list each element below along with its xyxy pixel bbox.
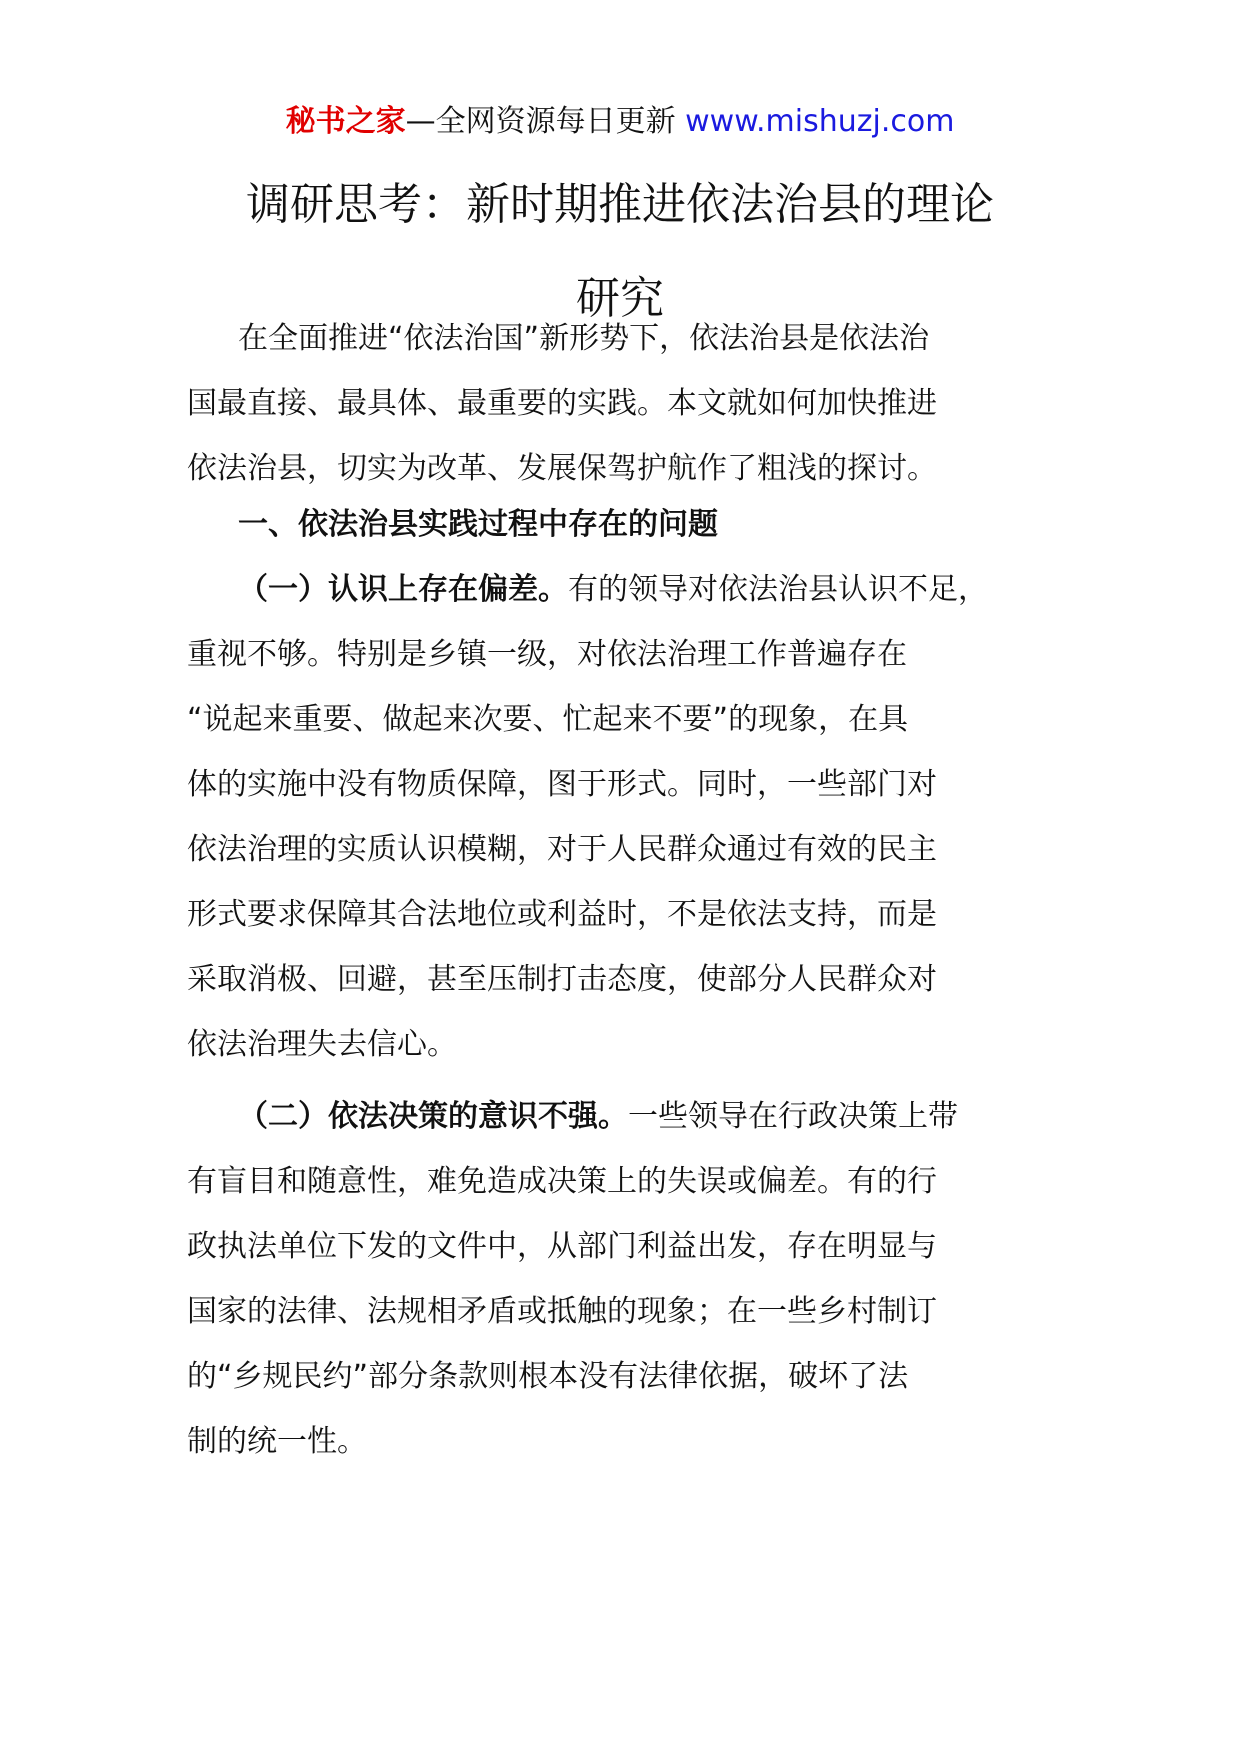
- paragraph-line: [187, 557, 1067, 622]
- point-1-paragraph: [187, 557, 1067, 1077]
- paragraph-line: 采取消极、回避，甚至压制打击态度，使部分人民群众对: [187, 962, 937, 997]
- paragraph-line: 体的实施中没有物质保障，图于形式。同时，一些部门对: [187, 767, 937, 802]
- paragraph-line: 制的统一性。: [187, 1424, 367, 1459]
- paragraph-line: 依法治理的实质认识模糊，对于人民群众通过有效的民主: [187, 832, 937, 867]
- paragraph-line: 的“乡规民约”部分条款则根本没有法律依据，破坏了法: [187, 1359, 909, 1394]
- paragraph-line: 依法治理失去信心。: [187, 1027, 457, 1062]
- point-lead: （二）依法决策的意识不强。: [238, 1099, 628, 1134]
- point-text: 有的领导对依法治县认识不足，: [568, 572, 988, 607]
- paragraph-line: 在全面推进“依法治国”新形势下，依法治县是依法治: [238, 321, 930, 356]
- paragraph-line: 形式要求保障其合法地位或利益时，不是依法支持，而是: [187, 897, 937, 932]
- section-1-heading-block: [187, 492, 1067, 557]
- point-2-paragraph: [187, 1084, 1067, 1474]
- intro-paragraph: [187, 306, 1067, 501]
- paragraph-line: “说起来重要、做起来次要、忙起来不要”的现象，在具: [187, 702, 909, 737]
- paragraph-line: 政执法单位下发的文件中，从部门利益出发，存在明显与: [187, 1229, 937, 1264]
- point-text: 一些领导在行政决策上带: [628, 1099, 958, 1134]
- site-url-link[interactable]: www.mishuzj.com: [685, 104, 955, 139]
- site-tagline: —全网资源每日更新: [405, 104, 686, 139]
- paragraph-line: 重视不够。特别是乡镇一级，对依法治理工作普遍存在: [187, 637, 907, 672]
- paragraph-line: 国最直接、最具体、最重要的实践。本文就如何加快推进: [187, 386, 937, 421]
- paragraph-line: [187, 1084, 1067, 1149]
- section-heading: 一、依法治县实践过程中存在的问题: [238, 507, 718, 542]
- paragraph-line: 有盲目和随意性，难免造成决策上的失误或偏差。有的行: [187, 1164, 937, 1199]
- site-brand: 秘书之家: [285, 104, 406, 139]
- title-line-2: 研究: [576, 273, 664, 324]
- site-header: [0, 102, 1240, 142]
- paragraph-line: 依法治县，切实为改革、发展保驾护航作了粗浅的探讨。: [187, 451, 937, 486]
- title-line-1: 调研思考：新时期推进依法治县的理论: [246, 179, 994, 230]
- point-lead: （一）认识上存在偏差。: [238, 572, 568, 607]
- paragraph-line: 国家的法律、法规相矛盾或抵触的现象；在一些乡村制订: [187, 1294, 937, 1329]
